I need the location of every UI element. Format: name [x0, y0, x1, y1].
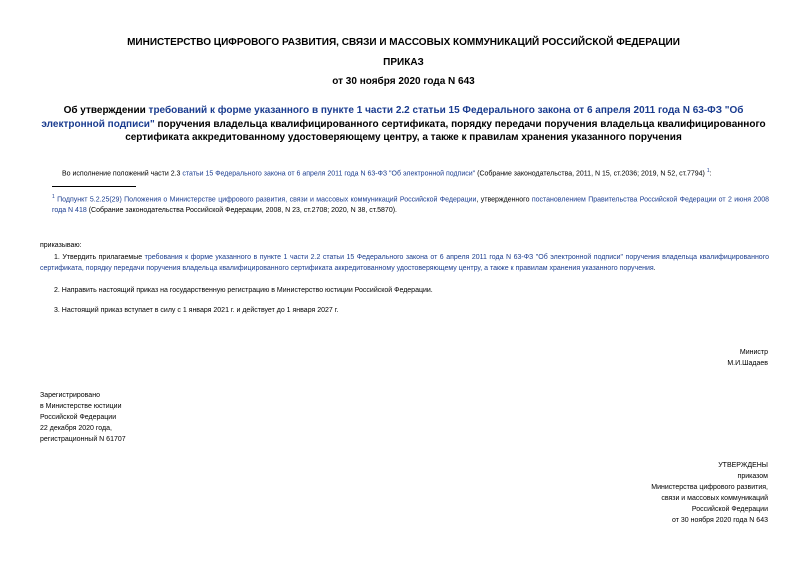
registration-block — [40, 390, 126, 445]
preamble-paragraph — [62, 166, 782, 179]
footnote-resolution-link[interactable]: постановлением Правительства Российской Федерации от 2 июня 2008 года N 418 — [52, 196, 769, 215]
title-law-link[interactable]: требований к форме указанного в пункте 1 части 2.2 статьи 15 Федерального закона от 6 апреля 2011 года N 63-ФЗ "Об электронной подписи" — [41, 105, 744, 130]
footnote-regulation-link[interactable]: Подпункт 5.2.25(29) Положения о Министерстве цифрового развития, связи и массовых коммуникаций Российской Федерации — [54, 196, 477, 204]
item1-requirements-link[interactable]: требования к форме указанного в пункте 1 части 2.2 статьи 15 Федерального закона от 6 апреля 2011 года N 63-ФЗ "Об электронной подписи" поручения владельца квалифицированного сертификата, порядку передачи поручения владельца квалифицированного сертификата аккредитованному удостоверяющему центру, а также к правилам хранения указанного поручения — [40, 254, 769, 272]
footnote-marker: 1 — [52, 194, 55, 200]
order-item-3: 3. Настоящий приказ вступает в силу с 1 января 2021 г. и действует до 1 января 2027 г. — [54, 307, 339, 314]
footnote-mid: , утвержденного — [476, 196, 532, 204]
order-item-1 — [40, 252, 769, 274]
item1-end: . — [653, 265, 656, 272]
document-date-number: от 30 ноября 2020 года N 643 — [332, 76, 475, 87]
approved-line: УТВЕРЖДЕНЫ — [718, 462, 768, 469]
preamble-end: : — [709, 170, 712, 178]
preamble-law-link[interactable]: статьи 15 Федерального закона от 6 апреля 2011 года N 63-ФЗ "Об электронной подписи" — [182, 170, 476, 178]
preamble-suffix: (Собрание законодательства, 2011, N 15, ст.2036; 2019, N 52, ст.7794) — [475, 170, 707, 178]
approved-line: от 30 ноября 2020 года N 643 — [672, 517, 768, 524]
preamble-prefix: Во исполнение положений части 2.3 — [62, 170, 183, 178]
approved-line: Министерства цифрового развития, — [651, 484, 768, 491]
document-type: ПРИКАЗ — [383, 57, 424, 68]
footnote-divider — [52, 186, 136, 187]
title-rest: поручения владельца квалифицированного сертификата, порядку передачи поручения владельца квалифицированного сертификата аккредитованному удостоверяющему центру, а также к правилам хранения указанного поручения — [125, 118, 766, 143]
registration-line: 22 декабря 2020 года, — [40, 425, 112, 432]
approved-block — [651, 460, 768, 526]
title-prefix: Об утверждении — [63, 105, 149, 116]
ministry-heading: МИНИСТЕРСТВО ЦИФРОВОГО РАЗВИТИЯ, СВЯЗИ И МАССОВЫХ КОММУНИКАЦИЙ РОССИЙСКОЙ ФЕДЕРАЦИИ — [127, 37, 680, 48]
registration-line: регистрационный N 61707 — [40, 436, 126, 443]
order-item-2: 2. Направить настоящий приказ на государственную регистрацию в Министерство юстиции Российской Федерации. — [54, 287, 433, 294]
registration-line: Зарегистрировано — [40, 392, 100, 399]
footnote-end: (Собрание законодательства Российской Федерации, 2008, N 23, ст.2708; 2020, N 38, ст.5870). — [86, 207, 397, 215]
signature-block — [727, 347, 768, 369]
approved-line: связи и массовых коммуникаций — [661, 495, 768, 502]
footnote — [52, 192, 769, 216]
signature-position: Министр — [739, 349, 768, 356]
approved-line: приказом — [737, 473, 768, 480]
registration-line: в Министерстве юстиции — [40, 403, 122, 410]
signature-name: М.И.Шадаев — [727, 360, 768, 367]
footnote-reference[interactable]: 1 — [706, 168, 710, 174]
approved-line: Российской Федерации — [691, 506, 768, 513]
document-title — [40, 104, 767, 145]
item1-prefix: 1. Утвердить прилагаемые — [54, 254, 145, 261]
order-word: приказываю: — [40, 242, 82, 249]
registration-line: Российской Федерации — [40, 414, 117, 421]
